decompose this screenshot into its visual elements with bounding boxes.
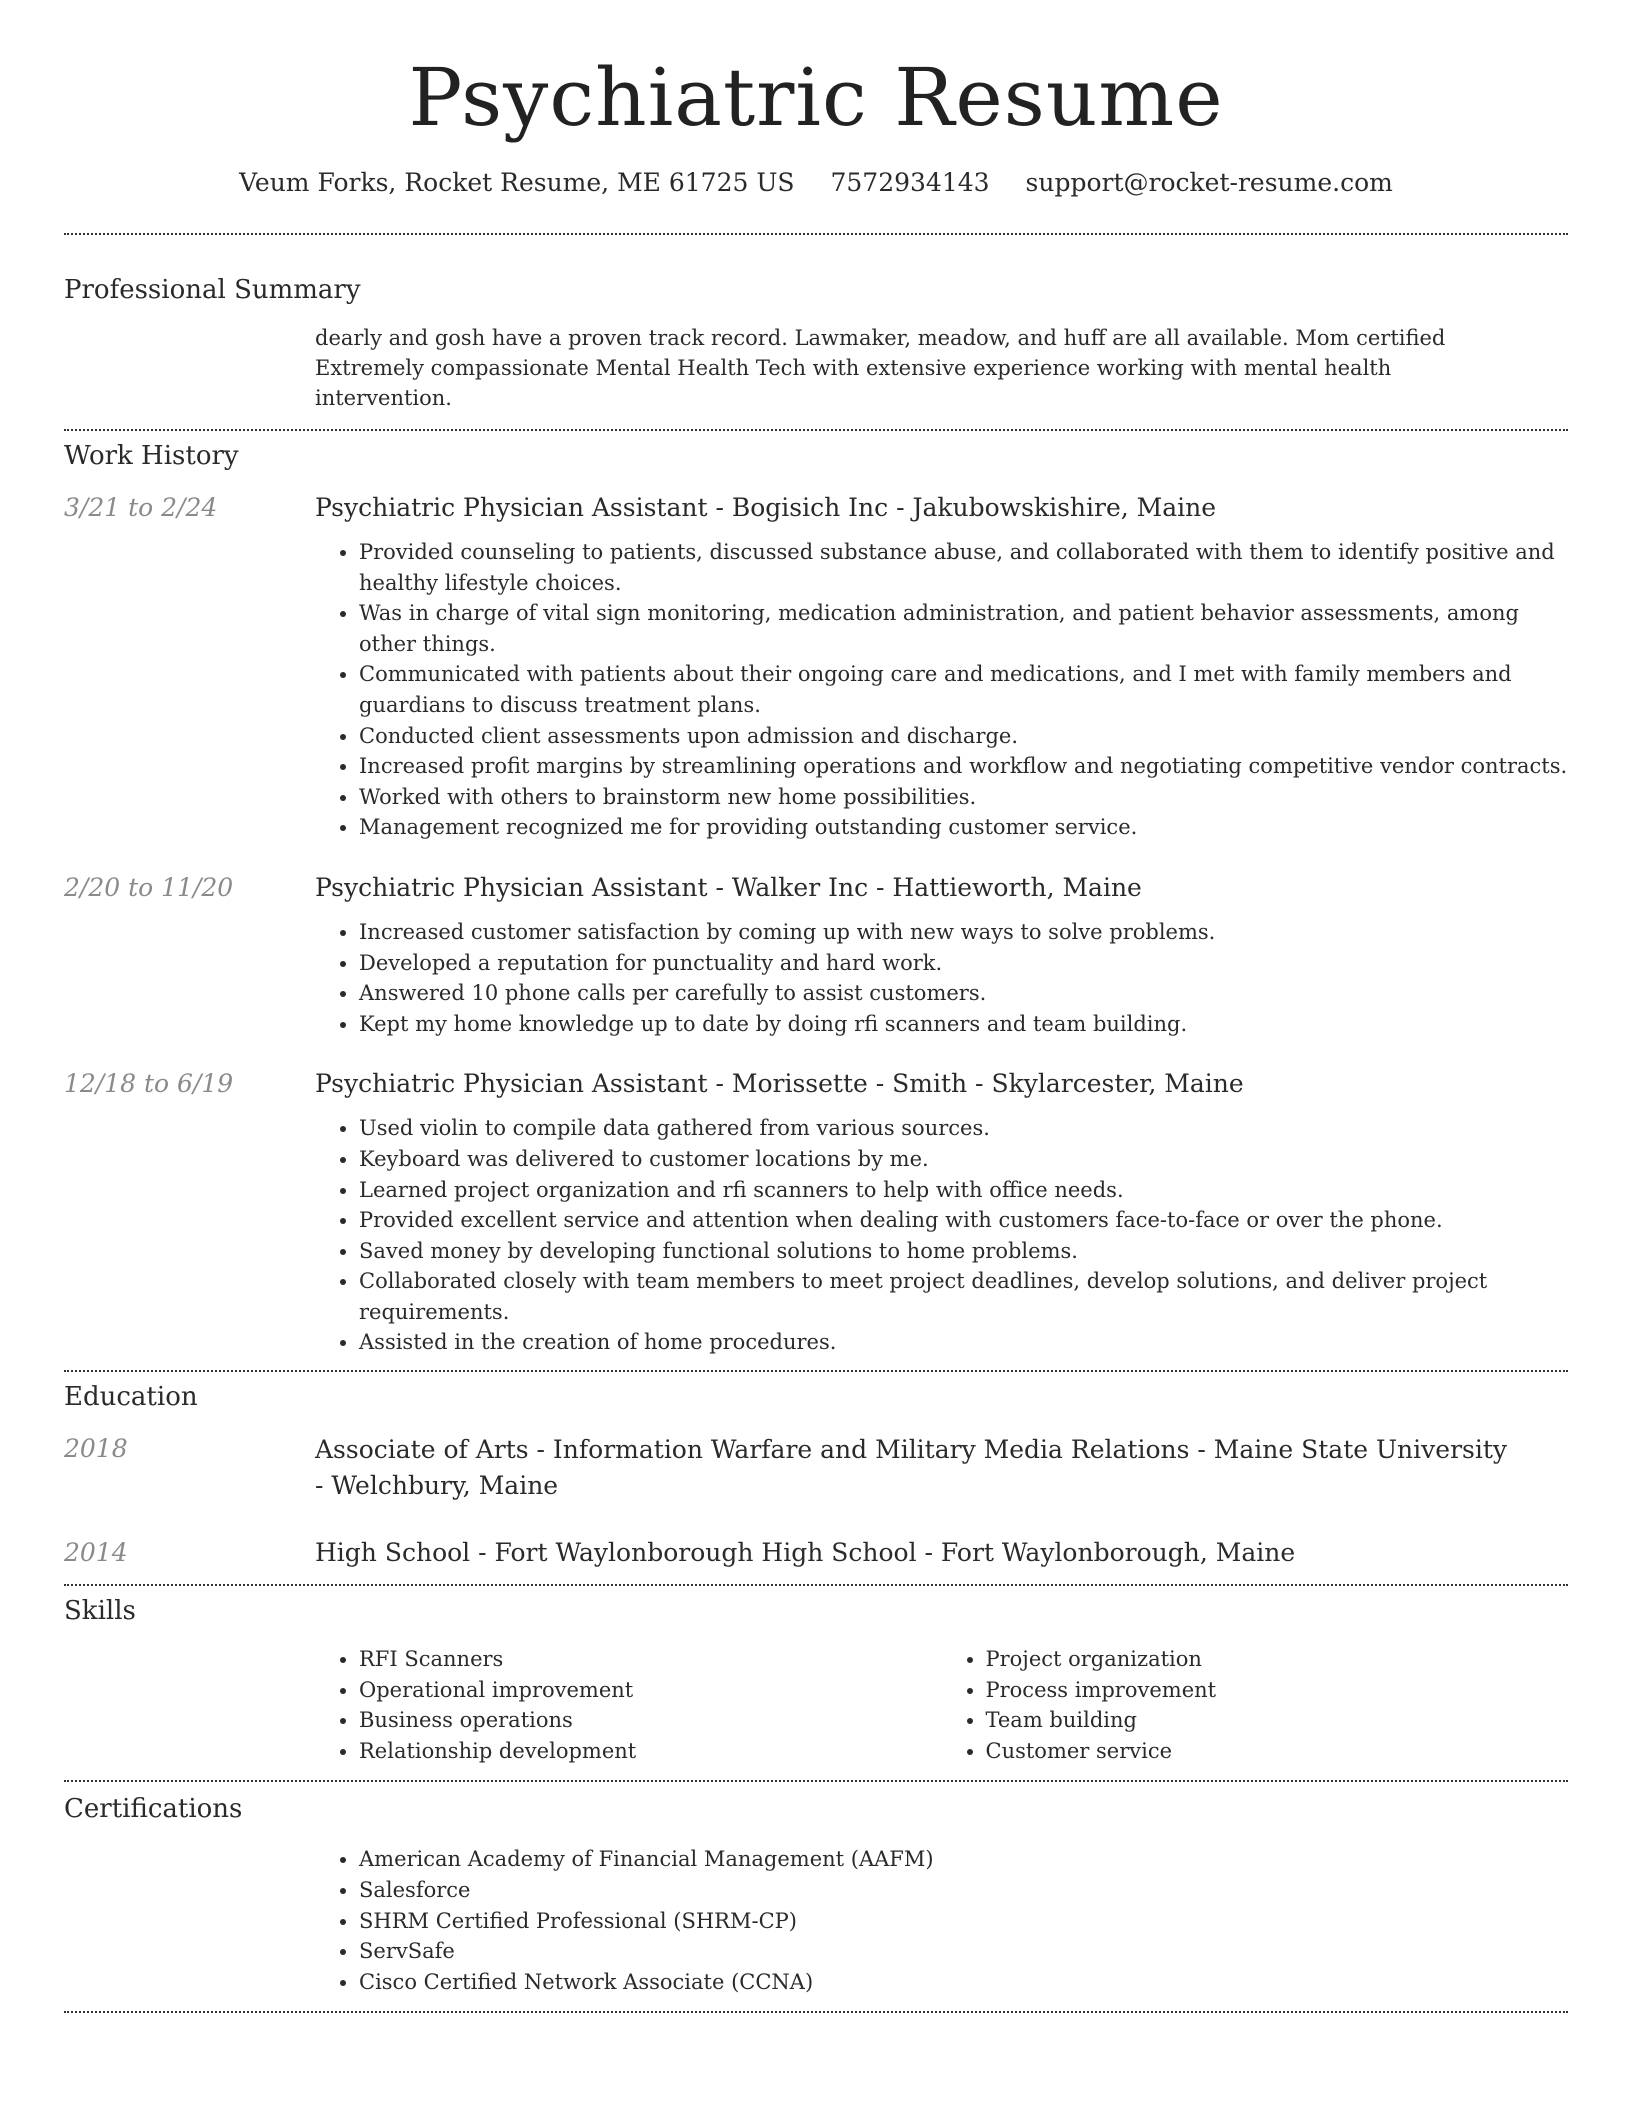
- list-item: • Saved money by developing functional solutions to home problems.: [359, 1236, 1568, 1267]
- certifications-heading: Certifications: [64, 1794, 243, 1825]
- list-item: • RFI Scanners: [359, 1644, 942, 1675]
- list-item: • Process improvement: [986, 1675, 1569, 1706]
- certifications-list: [315, 1844, 1568, 1997]
- list-item: • Provided excellent service and attention when dealing with customers face-to-face or over the phone.: [359, 1205, 1568, 1236]
- contact-phone: 7572934143: [830, 168, 990, 197]
- education-entry: [64, 1432, 1568, 1504]
- education-year: 2014: [64, 1538, 128, 1568]
- job-entry: [64, 1067, 1568, 1358]
- list-item: • Cisco Certified Network Associate (CCNA): [359, 1967, 1568, 1998]
- section-divider: [64, 2011, 1568, 2013]
- list-item: • SHRM Certified Professional (SHRM-CP): [359, 1906, 1568, 1937]
- job-dates: 12/18 to 6/19: [64, 1069, 234, 1099]
- skills-grid: [315, 1644, 1568, 1766]
- skills-heading: Skills: [64, 1596, 136, 1627]
- page-title: Psychiatric Resume: [408, 51, 1224, 144]
- job-bullets: [315, 1113, 1568, 1358]
- list-item: • Increased profit margins by streamlining operations and workflow and negotiating competitive vendor contracts.: [359, 751, 1568, 782]
- list-item: • Conducted client assessments upon admission and discharge.: [359, 721, 1568, 752]
- list-item: • Worked with others to brainstorm new home possibilities.: [359, 782, 1568, 813]
- contact-address: Veum Forks, Rocket Resume, ME 61725 US: [239, 168, 795, 197]
- work-heading: Work History: [64, 441, 239, 471]
- job-title: Psychiatric Physician Assistant - Walker Inc - Hattieworth, Maine: [315, 872, 1142, 902]
- list-item: • Collaborated closely with team members to meet project deadlines, develop solutions, and deliver project requirements.: [359, 1266, 1568, 1327]
- education-text: High School - Fort Waylonborough High School - Fort Waylonborough, Maine: [315, 1538, 1296, 1568]
- list-item: • Management recognized me for providing outstanding customer service.: [359, 812, 1568, 843]
- job-entry: [64, 491, 1568, 843]
- list-item: • Salesforce: [359, 1875, 1568, 1906]
- list-item: • Learned project organization and rfi scanners to help with office needs.: [359, 1175, 1568, 1206]
- list-item: • American Academy of Financial Management (AAFM): [359, 1844, 1568, 1875]
- list-item: • Provided counseling to patients, discussed substance abuse, and collaborated with them to identify positive and healthy lifestyle choices.: [359, 537, 1568, 598]
- job-title: Psychiatric Physician Assistant - Morissette - Smith - Skylarcester, Maine: [315, 1069, 1244, 1099]
- summary-heading: Professional Summary: [64, 275, 361, 305]
- job-dates: 2/20 to 11/20: [64, 872, 234, 902]
- list-item: • ServSafe: [359, 1936, 1568, 1967]
- contact-email: support@rocket-resume.com: [1025, 168, 1393, 197]
- list-item: • Communicated with patients about their ongoing care and medications, and I met with family members and guardians to discuss treatment plans.: [359, 659, 1568, 720]
- section-divider: [64, 1780, 1568, 1782]
- list-item: • Project organization: [986, 1644, 1569, 1675]
- education-text: Associate of Arts - Information Warfare and Military Media Relations - Maine State University - Welchbury, Maine: [315, 1435, 1508, 1501]
- education-entry: [64, 1536, 1568, 1570]
- list-item: • Increased customer satisfaction by coming up with new ways to solve problems.: [359, 917, 1568, 948]
- list-item: • Answered 10 phone calls per carefully to assist customers.: [359, 978, 1568, 1009]
- list-item: • Assisted in the creation of home procedures.: [359, 1327, 1568, 1358]
- education-section: [64, 1382, 1568, 1570]
- skills-section: [64, 1596, 1568, 1766]
- summary-section: [64, 275, 1568, 413]
- certifications-section: [64, 1794, 1568, 1997]
- section-divider: [64, 429, 1568, 431]
- section-divider: [64, 1370, 1568, 1372]
- list-item: • Customer service: [986, 1736, 1569, 1767]
- section-divider: [64, 233, 1568, 235]
- job-dates: 3/21 to 2/24: [64, 493, 218, 522]
- education-heading: Education: [64, 1382, 198, 1413]
- list-item: • Kept my home knowledge up to date by doing rfi scanners and team building.: [359, 1009, 1568, 1040]
- job-entry: [64, 871, 1568, 1039]
- education-year: 2018: [64, 1434, 128, 1464]
- job-title: Psychiatric Physician Assistant - Bogisich Inc - Jakubowskishire, Maine: [315, 493, 1217, 522]
- list-item: • Business operations: [359, 1705, 942, 1736]
- list-item: • Used violin to compile data gathered from various sources.: [359, 1113, 1568, 1144]
- section-divider: [64, 1584, 1568, 1586]
- list-item: • Developed a reputation for punctuality and hard work.: [359, 948, 1568, 979]
- list-item: • Relationship development: [359, 1736, 942, 1767]
- list-item: • Operational improvement: [359, 1675, 942, 1706]
- list-item: • Team building: [986, 1705, 1569, 1736]
- work-section: [64, 441, 1568, 1358]
- job-bullets: [315, 917, 1568, 1039]
- list-item: • Keyboard was delivered to customer locations by me.: [359, 1144, 1568, 1175]
- summary-text: dearly and gosh have a proven track record. Lawmaker, meadow, and huff are all available. Mom certified Extremely compassionate Mental Health Tech with extensive experience working with mental health intervention.: [315, 326, 1446, 410]
- skills-list-left: [315, 1644, 942, 1766]
- list-item: • Was in charge of vital sign monitoring, medication administration, and patient behavior assessments, among other things.: [359, 598, 1568, 659]
- job-bullets: [315, 537, 1568, 843]
- contact-line: [64, 168, 1568, 197]
- skills-list-right: [942, 1644, 1569, 1766]
